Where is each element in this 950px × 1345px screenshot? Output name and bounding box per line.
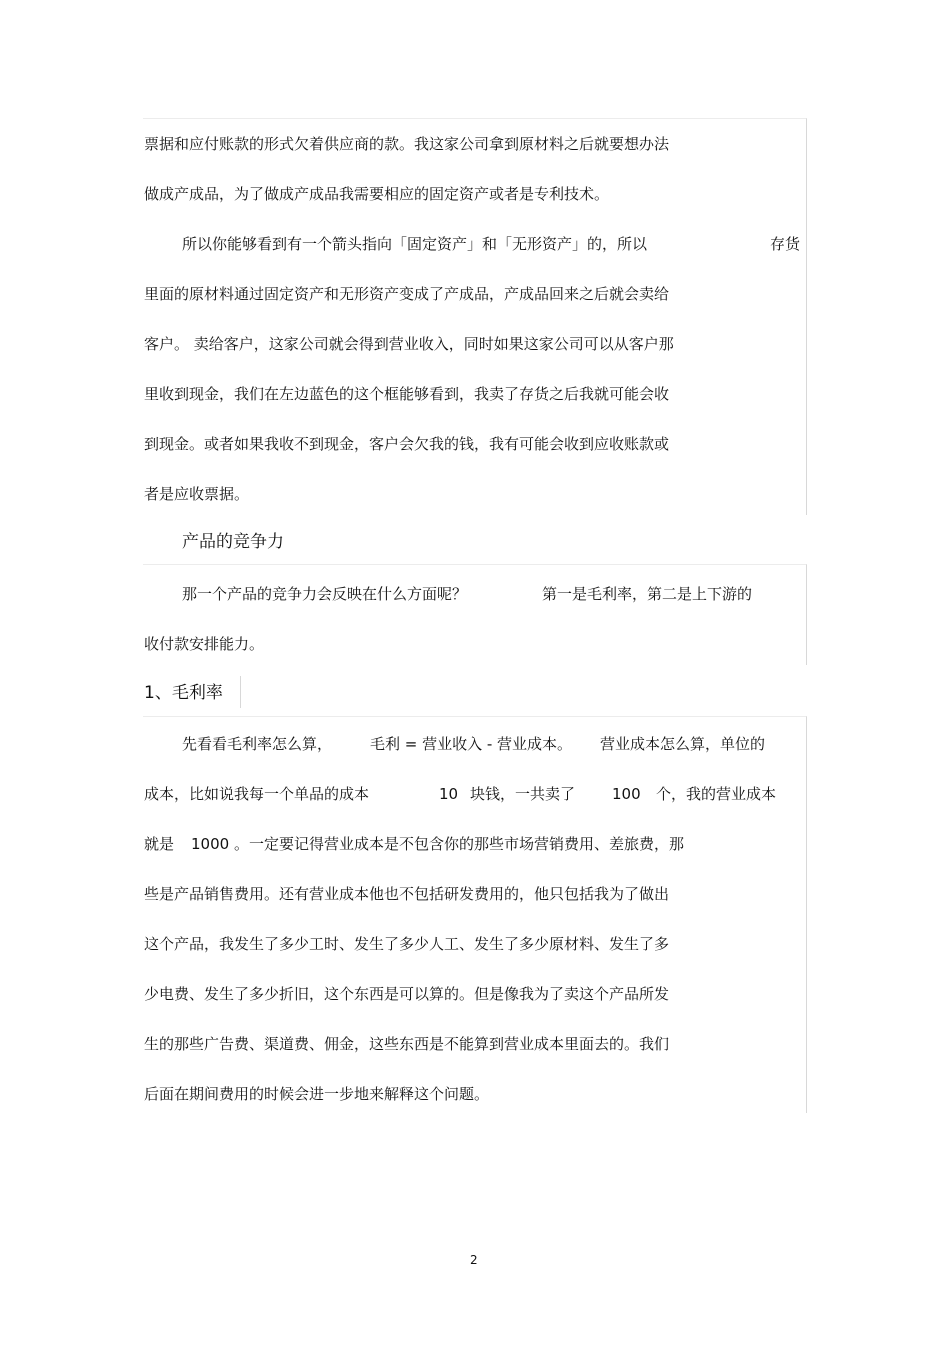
formula-text: 毛利 = 营业收入 - 营业成本。 [370, 735, 573, 753]
paragraph-line: 者是应收票据。 [144, 485, 250, 503]
number-value: 1000 [191, 835, 230, 853]
paragraph-fragment: 块钱，一共卖了 [470, 785, 576, 803]
paragraph-line: 生的那些广告费、渠道费、佣金，这些东西是不能算到营业成本里面去的。我们 [144, 1035, 670, 1053]
paragraph-line: 做成产成品，为了做成产成品我需要相应的固定资产或者是专利技术。 [144, 185, 610, 203]
paragraph-line: 些是产品销售费用。还有营业成本他也不包括研发费用的，他只包括我为了做出 [144, 885, 670, 903]
paragraph-line: 票据和应付账款的形式欠着供应商的款。我这家公司拿到原材料之后就要想办法 [144, 135, 670, 153]
paragraph-line: 里面的原材料通过固定资产和无形资产变成了产成品，产成品回来之后就会卖给 [144, 285, 670, 303]
paragraph-fragment: 成本，比如说我每一个单品的成本 [144, 785, 370, 803]
paragraph-line: 客户。 卖给客户，这家公司就会得到营业收入，同时如果这家公司可以从客户那 [144, 335, 674, 353]
paragraph-fragment: 先看看毛利率怎么算， [182, 735, 333, 753]
text-block-frame [143, 118, 807, 515]
paragraph-line: 里收到现金，我们在左边蓝色的这个框能够看到，我卖了存货之后我就可能会收 [144, 385, 670, 403]
paragraph-fragment: 第一是毛利率，第二是上下游的 [542, 585, 753, 603]
section-heading: 产品的竞争力 [182, 532, 284, 552]
heading-divider [240, 676, 241, 708]
paragraph-fragment: 就是 [144, 835, 175, 853]
page-number: 2 [470, 1253, 478, 1267]
paragraph-fragment: 个，我的营业成本 [656, 785, 777, 803]
paragraph-fragment: 存货 [770, 235, 801, 253]
paragraph-line: 收付款安排能力。 [144, 635, 265, 653]
paragraph-line: 这个产品，我发生了多少工时、发生了多少人工、发生了多少原材料、发生了多 [144, 935, 670, 953]
number-value: 100 [612, 785, 641, 803]
paragraph-line: 所以你能够看到有一个箭头指向「固定资产」和「无形资产」的，所以 [182, 235, 648, 253]
paragraph-fragment: 那一个产品的竞争力会反映在什么方面呢？ [182, 585, 468, 603]
number-value: 10 [439, 785, 459, 803]
paragraph-fragment: 营业成本怎么算，单位的 [600, 735, 766, 753]
paragraph-line: 后面在期间费用的时候会进一步地来解释这个问题。 [144, 1085, 490, 1103]
paragraph-fragment: 。一定要记得营业成本是不包含你的那些市场营销费用、差旅费，那 [234, 835, 685, 853]
paragraph-line: 到现金。或者如果我收不到现金，客户会欠我的钱，我有可能会收到应收账款或 [144, 435, 670, 453]
subsection-heading: 1、毛利率 [144, 683, 223, 703]
paragraph-line: 少电费、发生了多少折旧，这个东西是可以算的。但是像我为了卖这个产品所发 [144, 985, 670, 1003]
